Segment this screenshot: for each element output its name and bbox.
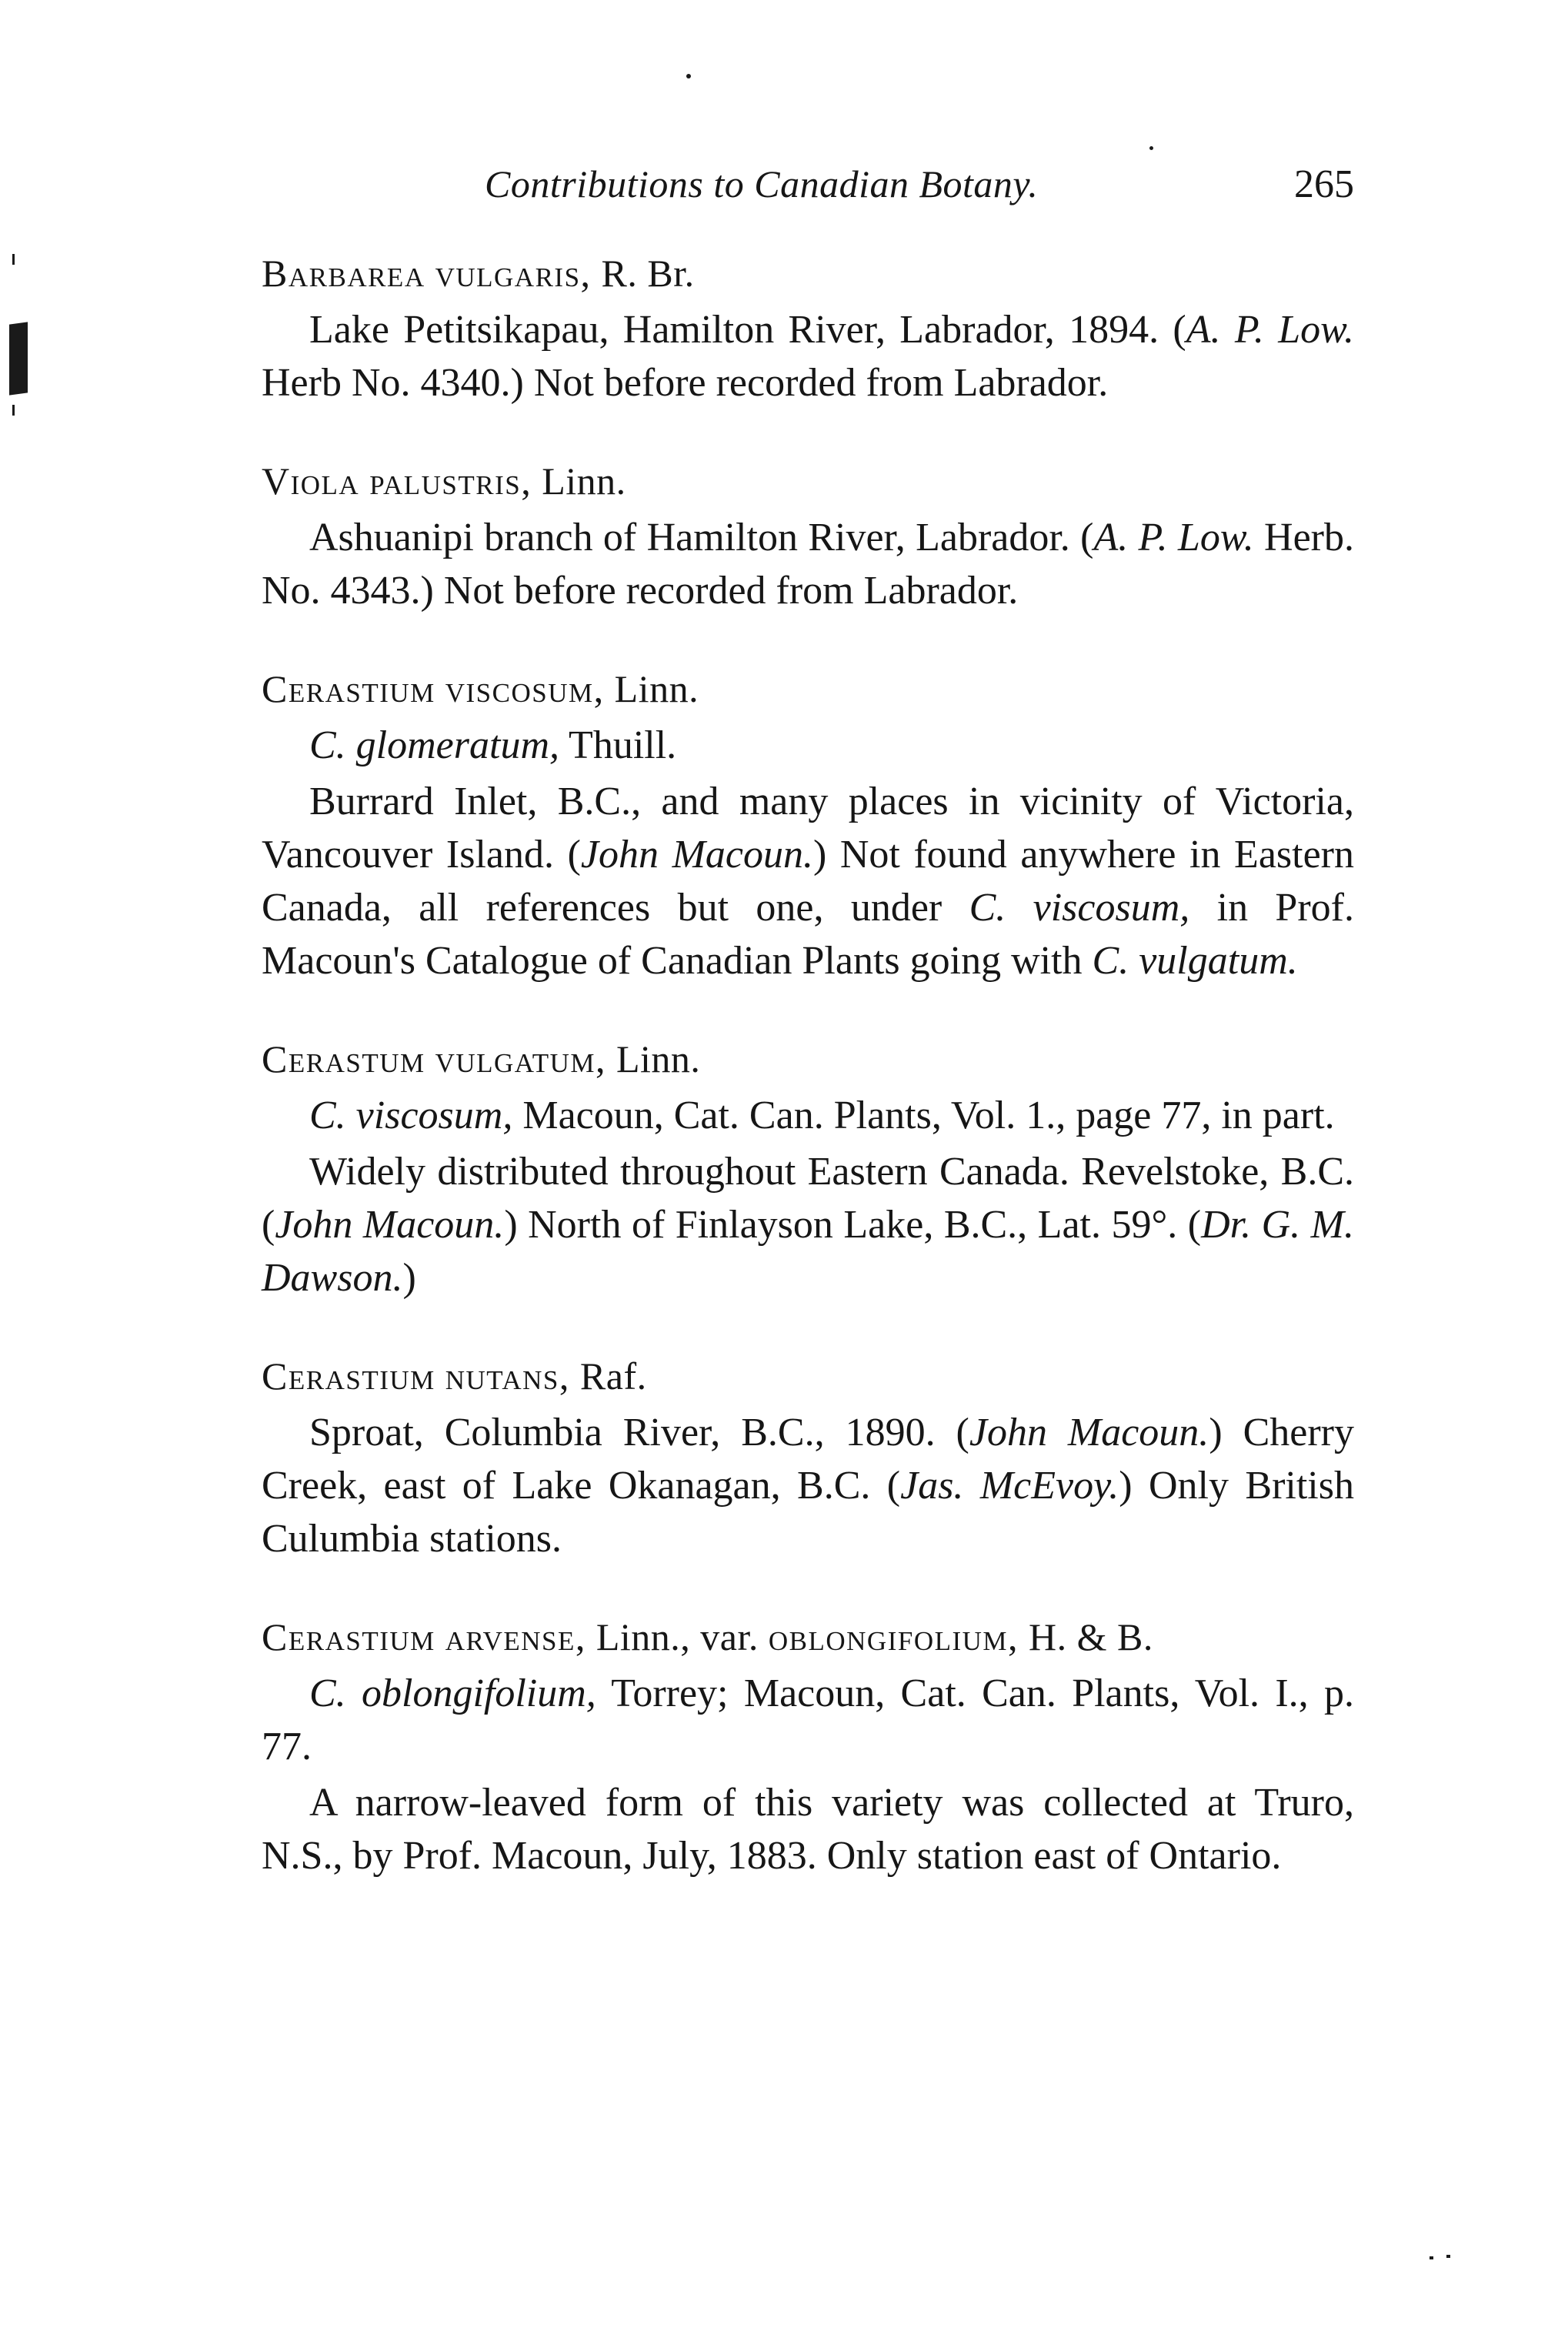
synonym-line: C. viscosum, Macoun, Cat. Can. Plants, Vol. 1., page 77, in part. bbox=[309, 1094, 1335, 1137]
species-name: Cerastium nutans, Raf. bbox=[262, 1354, 647, 1398]
page-content bbox=[262, 246, 1354, 1927]
species-entry bbox=[262, 1610, 1354, 1882]
page-header bbox=[462, 162, 1354, 215]
species-name: Cerastium viscosum, Linn. bbox=[262, 667, 699, 710]
synonym-line: C. glomeratum, Thuill. bbox=[309, 723, 677, 767]
speck bbox=[1446, 2255, 1450, 2258]
species-entry bbox=[262, 662, 1354, 987]
entry-paragraph: Ashuanipi branch of Hamilton River, Labrador. (A. P. Low. Herb. No. 4343.) Not before recorded from Labrador. bbox=[262, 516, 1354, 613]
running-title: Contributions to Canadian Botany. bbox=[485, 162, 1039, 205]
species-name: Barbarea vulgaris, R. Br. bbox=[262, 252, 695, 295]
entry-paragraph: Sproat, Columbia River, B.C., 1890. (John Macoun.) Cherry Creek, east of Lake Okanagan, B.C. (Jas. McEvoy.) Only British Culumbia stations. bbox=[262, 1411, 1354, 1561]
entry-paragraph: A narrow-leaved form of this variety was collected at Truro, N.S., by Prof. Macoun, July, 1883. Only station east of Ontario. bbox=[262, 1781, 1354, 1878]
margin-mark-small bbox=[12, 405, 15, 416]
speck bbox=[1149, 146, 1153, 150]
species-name: Cerastum vulgatum, Linn. bbox=[262, 1037, 701, 1080]
species-entry bbox=[262, 454, 1354, 617]
speck bbox=[1430, 2256, 1433, 2259]
margin-mark bbox=[9, 322, 28, 395]
species-name: Viola palustris, Linn. bbox=[262, 459, 626, 503]
species-entry bbox=[262, 1032, 1354, 1304]
species-entry bbox=[262, 246, 1354, 409]
page-number: 265 bbox=[1294, 162, 1354, 206]
species-name: Cerastium arvense, Linn., var. oblongifolium, H. & B. bbox=[262, 1615, 1153, 1658]
entry-paragraph: Burrard Inlet, B.C., and many places in vicinity of Victoria, Vancouver Island. (John Macoun.) Not found anywhere in Eastern Canada, all references but one, under C. viscosum, in Prof. Macoun's Catalogue of Canadian Plants going with C. vulgatum. bbox=[262, 780, 1354, 983]
species-entry bbox=[262, 1349, 1354, 1565]
speck bbox=[686, 74, 691, 78]
entry-paragraph: Lake Petitsikapau, Hamilton River, Labrador, 1894. (A. P. Low. Herb No. 4340.) Not before recorded from Labrador. bbox=[262, 308, 1354, 405]
margin-mark-small bbox=[12, 254, 15, 265]
entry-paragraph: Widely distributed throughout Eastern Canada. Revelstoke, B.C. (John Macoun.) North of Finlayson Lake, B.C., Lat. 59°. (Dr. G. M. Dawson.) bbox=[262, 1150, 1354, 1300]
synonym-line: C. oblongifolium, Torrey; Macoun, Cat. Can. Plants, Vol. I., p. 77. bbox=[262, 1671, 1354, 1768]
